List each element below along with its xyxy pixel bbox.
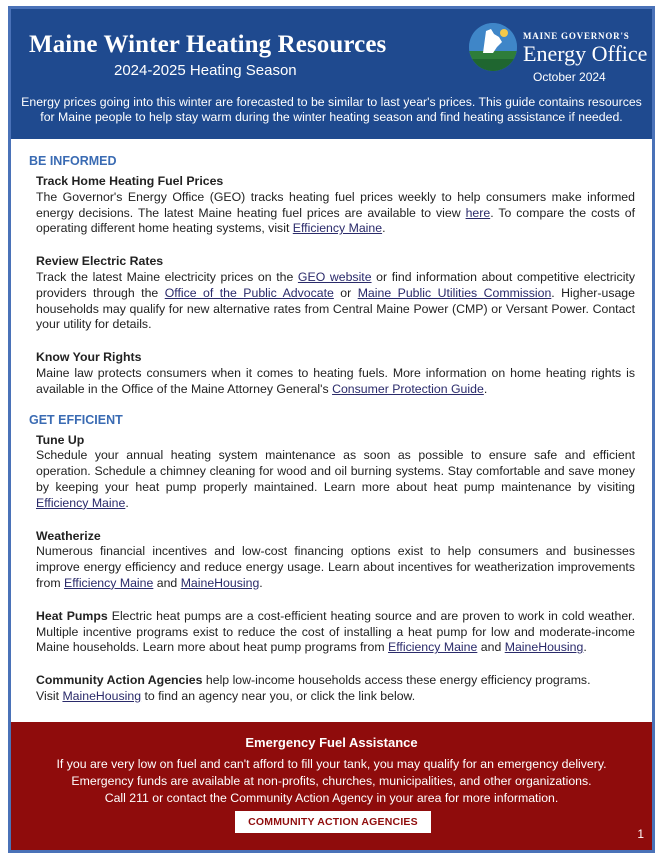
logo-text-small: MAINE GOVERNOR'S — [523, 31, 630, 41]
efficiency-maine-link[interactable]: Efficiency Maine — [292, 221, 383, 236]
block-body: Community Action Agencies help low-income households access these energy efficiency programs. — [36, 673, 591, 688]
weatherize-block — [36, 529, 635, 592]
intro-text: Energy prices going into this winter are forecasted to be similar to last year's prices. This guide contains resources for Maine people to help stay warm during the winter heating season and find heating assistance if needed. — [21, 95, 642, 124]
block-title: Tune Up — [36, 432, 85, 447]
mainehousing-link[interactable]: MaineHousing — [62, 688, 142, 703]
block-title: Heat Pumps — [36, 608, 108, 623]
geo-website-link[interactable]: GEO website — [297, 269, 372, 284]
track-fuel-prices-block — [36, 174, 635, 237]
block-title: Weatherize — [36, 528, 101, 543]
header-banner — [11, 9, 652, 139]
main-content — [29, 150, 635, 722]
footer-line-2: Emergency funds are available at non-profits, churches, municipalities, and other organizations. — [71, 774, 592, 788]
review-electric-rates-block — [36, 254, 635, 333]
page-title: Maine Winter Heating Resources — [29, 31, 387, 58]
footer-line-1: If you are very low on fuel and can't afford to fill your tank, you may qualify for an emergency delivery. — [56, 757, 607, 771]
community-action-block — [36, 673, 635, 705]
block-title: Track Home Heating Fuel Prices — [36, 174, 224, 188]
efficiency-maine-link[interactable]: Efficiency Maine — [36, 495, 126, 510]
block-title: Know Your Rights — [36, 350, 142, 365]
here-link[interactable]: here — [465, 205, 491, 220]
publication-date: October 2024 — [533, 70, 606, 84]
heat-pumps-block — [36, 609, 635, 656]
mainehousing-link[interactable]: MaineHousing — [504, 640, 584, 655]
page-frame — [8, 6, 655, 853]
season-subtitle: 2024-2025 Heating Season — [114, 62, 297, 79]
section-heading-get-efficient: GET EFFICIENT — [29, 412, 123, 427]
energy-office-logo-icon — [469, 23, 517, 71]
community-action-agencies-button[interactable]: COMMUNITY ACTION AGENCIES — [235, 811, 431, 833]
section-heading-be-informed: BE INFORMED — [29, 154, 117, 168]
efficiency-maine-link[interactable]: Efficiency Maine — [388, 640, 478, 655]
logo-text-big: Energy Office — [523, 41, 648, 66]
mainehousing-link[interactable]: MaineHousing — [180, 575, 260, 590]
emergency-assistance-banner — [11, 722, 652, 850]
block-body-2: Visit MaineHousing to find an agency near you, or click the link below. — [36, 688, 416, 703]
tune-up-block — [36, 433, 635, 512]
block-body: Schedule your annual heating system maintenance as soon as possible to ensure safe and efficient operation. Schedule a chimney cleaning for wood and oil burning systems. Stay comfortable and save money by keeping your heat pump properly maintained. Learn more about heat pump maintenance by visiting Efficiency Maine. — [36, 448, 635, 510]
public-advocate-link[interactable]: Office of the Public Advocate — [164, 285, 334, 300]
block-body: Numerous financial incentives and low-cost financing options exist to help consumers and businesses improve energy efficiency and reduce energy usage. Learn about incentives for weatherization improvements from Efficiency Maine and MaineHousing. — [36, 544, 635, 590]
block-body: Maine law protects consumers when it comes to heating fuels. More information on home heating rights is available in the Office of the Maine Attorney General's Consumer Protection Guide. — [36, 365, 635, 396]
footer-line-3: Call 211 or contact the Community Action Agency in your area for more information. — [104, 791, 559, 805]
puc-link[interactable]: Maine Public Utilities Commission — [357, 285, 552, 300]
consumer-protection-guide-link[interactable]: Consumer Protection Guide — [332, 381, 484, 396]
block-title: Review Electric Rates — [36, 254, 164, 269]
block-body: Heat Pumps Electric heat pumps are a cost-efficient heating source and are proven to work in cold weather. Multiple incentive programs exist to reduce the cost of installing a heat pump for low and moderate-income Maine households. Learn more about heat pump programs from Efficiency Maine and MaineHousing. — [36, 608, 635, 655]
block-body: Track the latest Maine electricity prices on the GEO website or find information about competitive electricity providers through the Office of the Public Advocate or Maine Public Utilities Commission. Higher-usage households may qualify for new alternative rates from Central Maine Power (CMP) or Versant Power. Contact your utility for details. — [36, 269, 635, 332]
block-title: Community Action Agencies — [36, 673, 203, 688]
efficiency-maine-link[interactable]: Efficiency Maine — [64, 575, 154, 590]
footer-title: Emergency Fuel Assistance — [245, 735, 418, 750]
know-your-rights-block — [36, 350, 635, 397]
block-body: The Governor's Energy Office (GEO) tracks heating fuel prices weekly to help consumers make informed energy decisions. The latest Maine heating fuel prices are available to view here. To compare the costs of operating different home heating systems, visit Efficiency Maine. — [36, 189, 635, 236]
page-number: 1 — [637, 827, 644, 841]
